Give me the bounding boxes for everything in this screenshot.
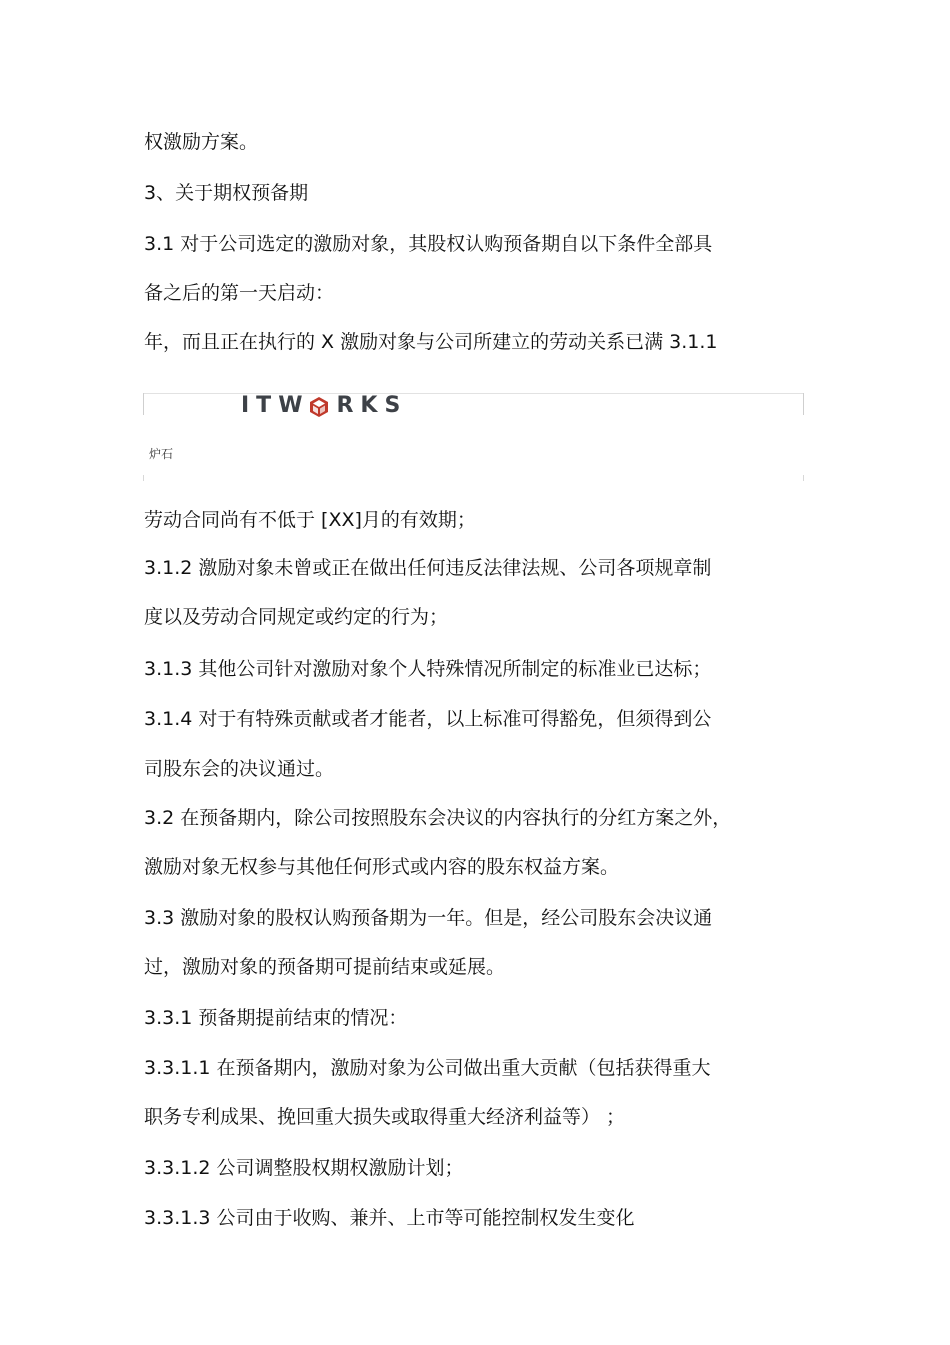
text-line: 过，激励对象的预备期可提前结束或延展。	[144, 956, 506, 978]
text-line: 度以及劳动合同规定或约定的行为；	[144, 606, 449, 628]
text-line: 3.3.1.1 在预备期内，激励对象为公司做出重大贡献（包括获得重大	[144, 1057, 711, 1079]
cube-icon	[309, 396, 329, 416]
text-line: 年，而且正在执行的 X 激励对象与公司所建立的劳动关系已满 3.1.1	[144, 331, 718, 353]
text-line: 3.3 激励对象的股权认购预备期为一年。但是，经公司股东会决议通	[144, 907, 713, 929]
text-line: 3.2 在预备期内，除公司按照股东会决议的内容执行的分红方案之外，	[144, 807, 732, 829]
logo-text-start: ITW	[241, 393, 310, 418]
company-logo	[241, 393, 407, 418]
section-heading: 3、关于期权预备期	[144, 182, 309, 204]
text-line: 备之后的第一天启动：	[144, 282, 335, 304]
text-line: 3.1.2 激励对象未曾或正在做出任何违反法律法规、公司各项规章制	[144, 557, 712, 579]
logo-text-end: RKS	[336, 393, 408, 418]
text-line: 3.1.4 对于有特殊贡献或者才能者，以上标准可得豁免，但须得到公	[144, 708, 712, 730]
logo-frame	[143, 393, 804, 481]
text-line: 3.1 对于公司选定的激励对象，其股权认购预备期自以下条件全部具	[144, 233, 713, 255]
text-line: 3.3.1.3 公司由于收购、兼并、上市等可能控制权发生变化	[144, 1207, 635, 1229]
logo-caption: 炉石	[149, 447, 174, 461]
text-line: 劳动合同尚有不低于 [XX]月的有效期；	[144, 509, 476, 531]
text-line: 激励对象无权参与其他任何形式或内容的股东权益方案。	[144, 856, 620, 878]
text-line: 3.1.3 其他公司针对激励对象个人特殊情况所制定的标准业已达标；	[144, 658, 712, 680]
text-line: 职务专利成果、挽回重大损失或取得重大经济利益等） ；	[144, 1106, 626, 1128]
text-line: 司股东会的决议通过。	[144, 758, 335, 780]
text-line: 3.3.1 预备期提前结束的情况：	[144, 1007, 408, 1029]
text-line: 权激励方案。	[144, 131, 259, 153]
text-line: 3.3.1.2 公司调整股权期权激励计划；	[144, 1157, 464, 1179]
